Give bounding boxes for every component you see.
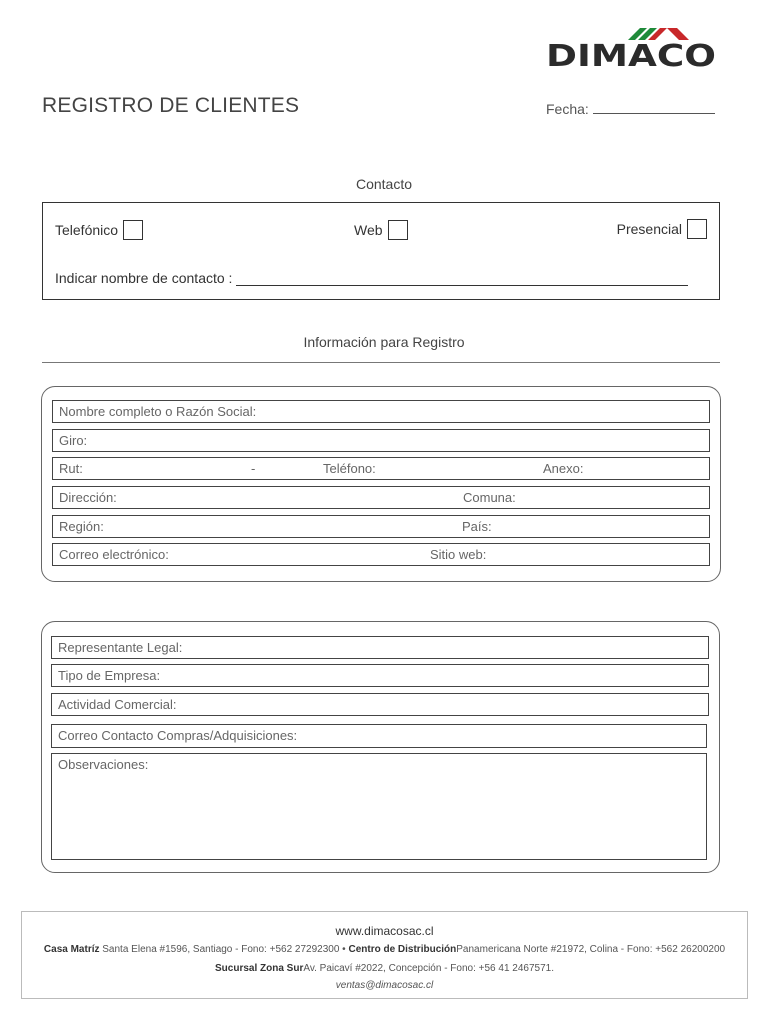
direccion-label: Dirección: xyxy=(59,490,117,505)
observaciones-label: Observaciones: xyxy=(58,757,149,772)
date-field[interactable] xyxy=(546,101,715,117)
option-telefonico[interactable] xyxy=(55,220,143,240)
telefono-label: Teléfono: xyxy=(323,461,376,476)
tipo-empresa-field[interactable] xyxy=(51,664,709,687)
registro-heading: Información para Registro xyxy=(303,334,465,350)
empresa-panel xyxy=(41,621,720,873)
date-line xyxy=(593,101,715,114)
rut-telefono-field[interactable] xyxy=(52,457,710,480)
contact-name-line[interactable] xyxy=(236,273,688,286)
rut-label: Rut: xyxy=(59,461,83,476)
representante-label: Representante Legal: xyxy=(58,640,183,655)
contacto-box xyxy=(42,202,720,300)
correo-label: Correo electrónico: xyxy=(59,547,169,562)
registro-panel xyxy=(41,386,721,582)
footer-email[interactable]: ventas@dimacosac.cl xyxy=(335,980,434,991)
presencial-checkbox[interactable] xyxy=(687,219,707,239)
web-checkbox[interactable] xyxy=(388,220,408,240)
anexo-label: Anexo: xyxy=(543,461,584,476)
date-label: Fecha: xyxy=(546,101,589,117)
footer-line-1 xyxy=(22,944,747,955)
observaciones-field[interactable] xyxy=(51,753,707,860)
rut-dash: - xyxy=(251,461,256,476)
centro-text: Panamericana Norte #21972, Colina - Fono: +562 26200200 xyxy=(456,944,726,955)
footer-line-2 xyxy=(22,963,747,974)
option-presencial[interactable] xyxy=(617,219,707,239)
region-label: Región: xyxy=(59,519,104,534)
pais-label: País: xyxy=(462,519,492,534)
contact-name-field[interactable] xyxy=(55,270,688,286)
divider xyxy=(42,362,720,363)
casa-matriz-label: Casa Matríz xyxy=(43,944,100,955)
contacto-heading: Contacto xyxy=(355,176,413,192)
sitio-web-label: Sitio web: xyxy=(430,547,487,562)
footer-website[interactable]: www.dimacosac.cl xyxy=(335,924,434,938)
option-telefonico-label: Telefónico xyxy=(55,222,119,238)
option-web[interactable] xyxy=(354,220,408,240)
actividad-field[interactable] xyxy=(51,693,709,716)
direccion-field[interactable] xyxy=(52,486,710,509)
region-field[interactable] xyxy=(52,515,710,538)
centro-label: Centro de Distribución xyxy=(348,944,457,955)
correo-field[interactable] xyxy=(52,543,710,566)
footer xyxy=(21,911,748,999)
comuna-label: Comuna: xyxy=(463,490,516,505)
correo-compras-label: Correo Contacto Compras/Adquisiciones: xyxy=(58,728,298,743)
dimaco-logo xyxy=(546,26,722,70)
correo-compras-field[interactable] xyxy=(51,724,707,748)
nombre-field[interactable] xyxy=(52,400,710,423)
logo-wordmark: DIMACO xyxy=(546,39,716,70)
sucursal-text: Av. Paicaví #2022, Concepción - Fono: +56 41 2467571. xyxy=(303,963,554,974)
option-presencial-label: Presencial xyxy=(616,221,682,237)
representante-field[interactable] xyxy=(51,636,709,659)
actividad-label: Actividad Comercial: xyxy=(58,697,177,712)
option-web-label: Web xyxy=(354,222,383,238)
telefonico-checkbox[interactable] xyxy=(123,220,143,240)
giro-field[interactable] xyxy=(52,429,710,452)
giro-label: Giro: xyxy=(59,433,88,448)
page-title: REGISTRO DE CLIENTES xyxy=(42,94,300,117)
sucursal-label: Sucursal Zona Sur xyxy=(215,963,304,974)
contact-name-label: Indicar nombre de contacto : xyxy=(55,270,233,286)
tipo-empresa-label: Tipo de Empresa: xyxy=(58,668,161,683)
casa-matriz-text: Santa Elena #1596, Santiago - Fono: +562 27292300 • xyxy=(102,944,346,955)
nombre-label: Nombre completo o Razón Social: xyxy=(59,404,257,419)
